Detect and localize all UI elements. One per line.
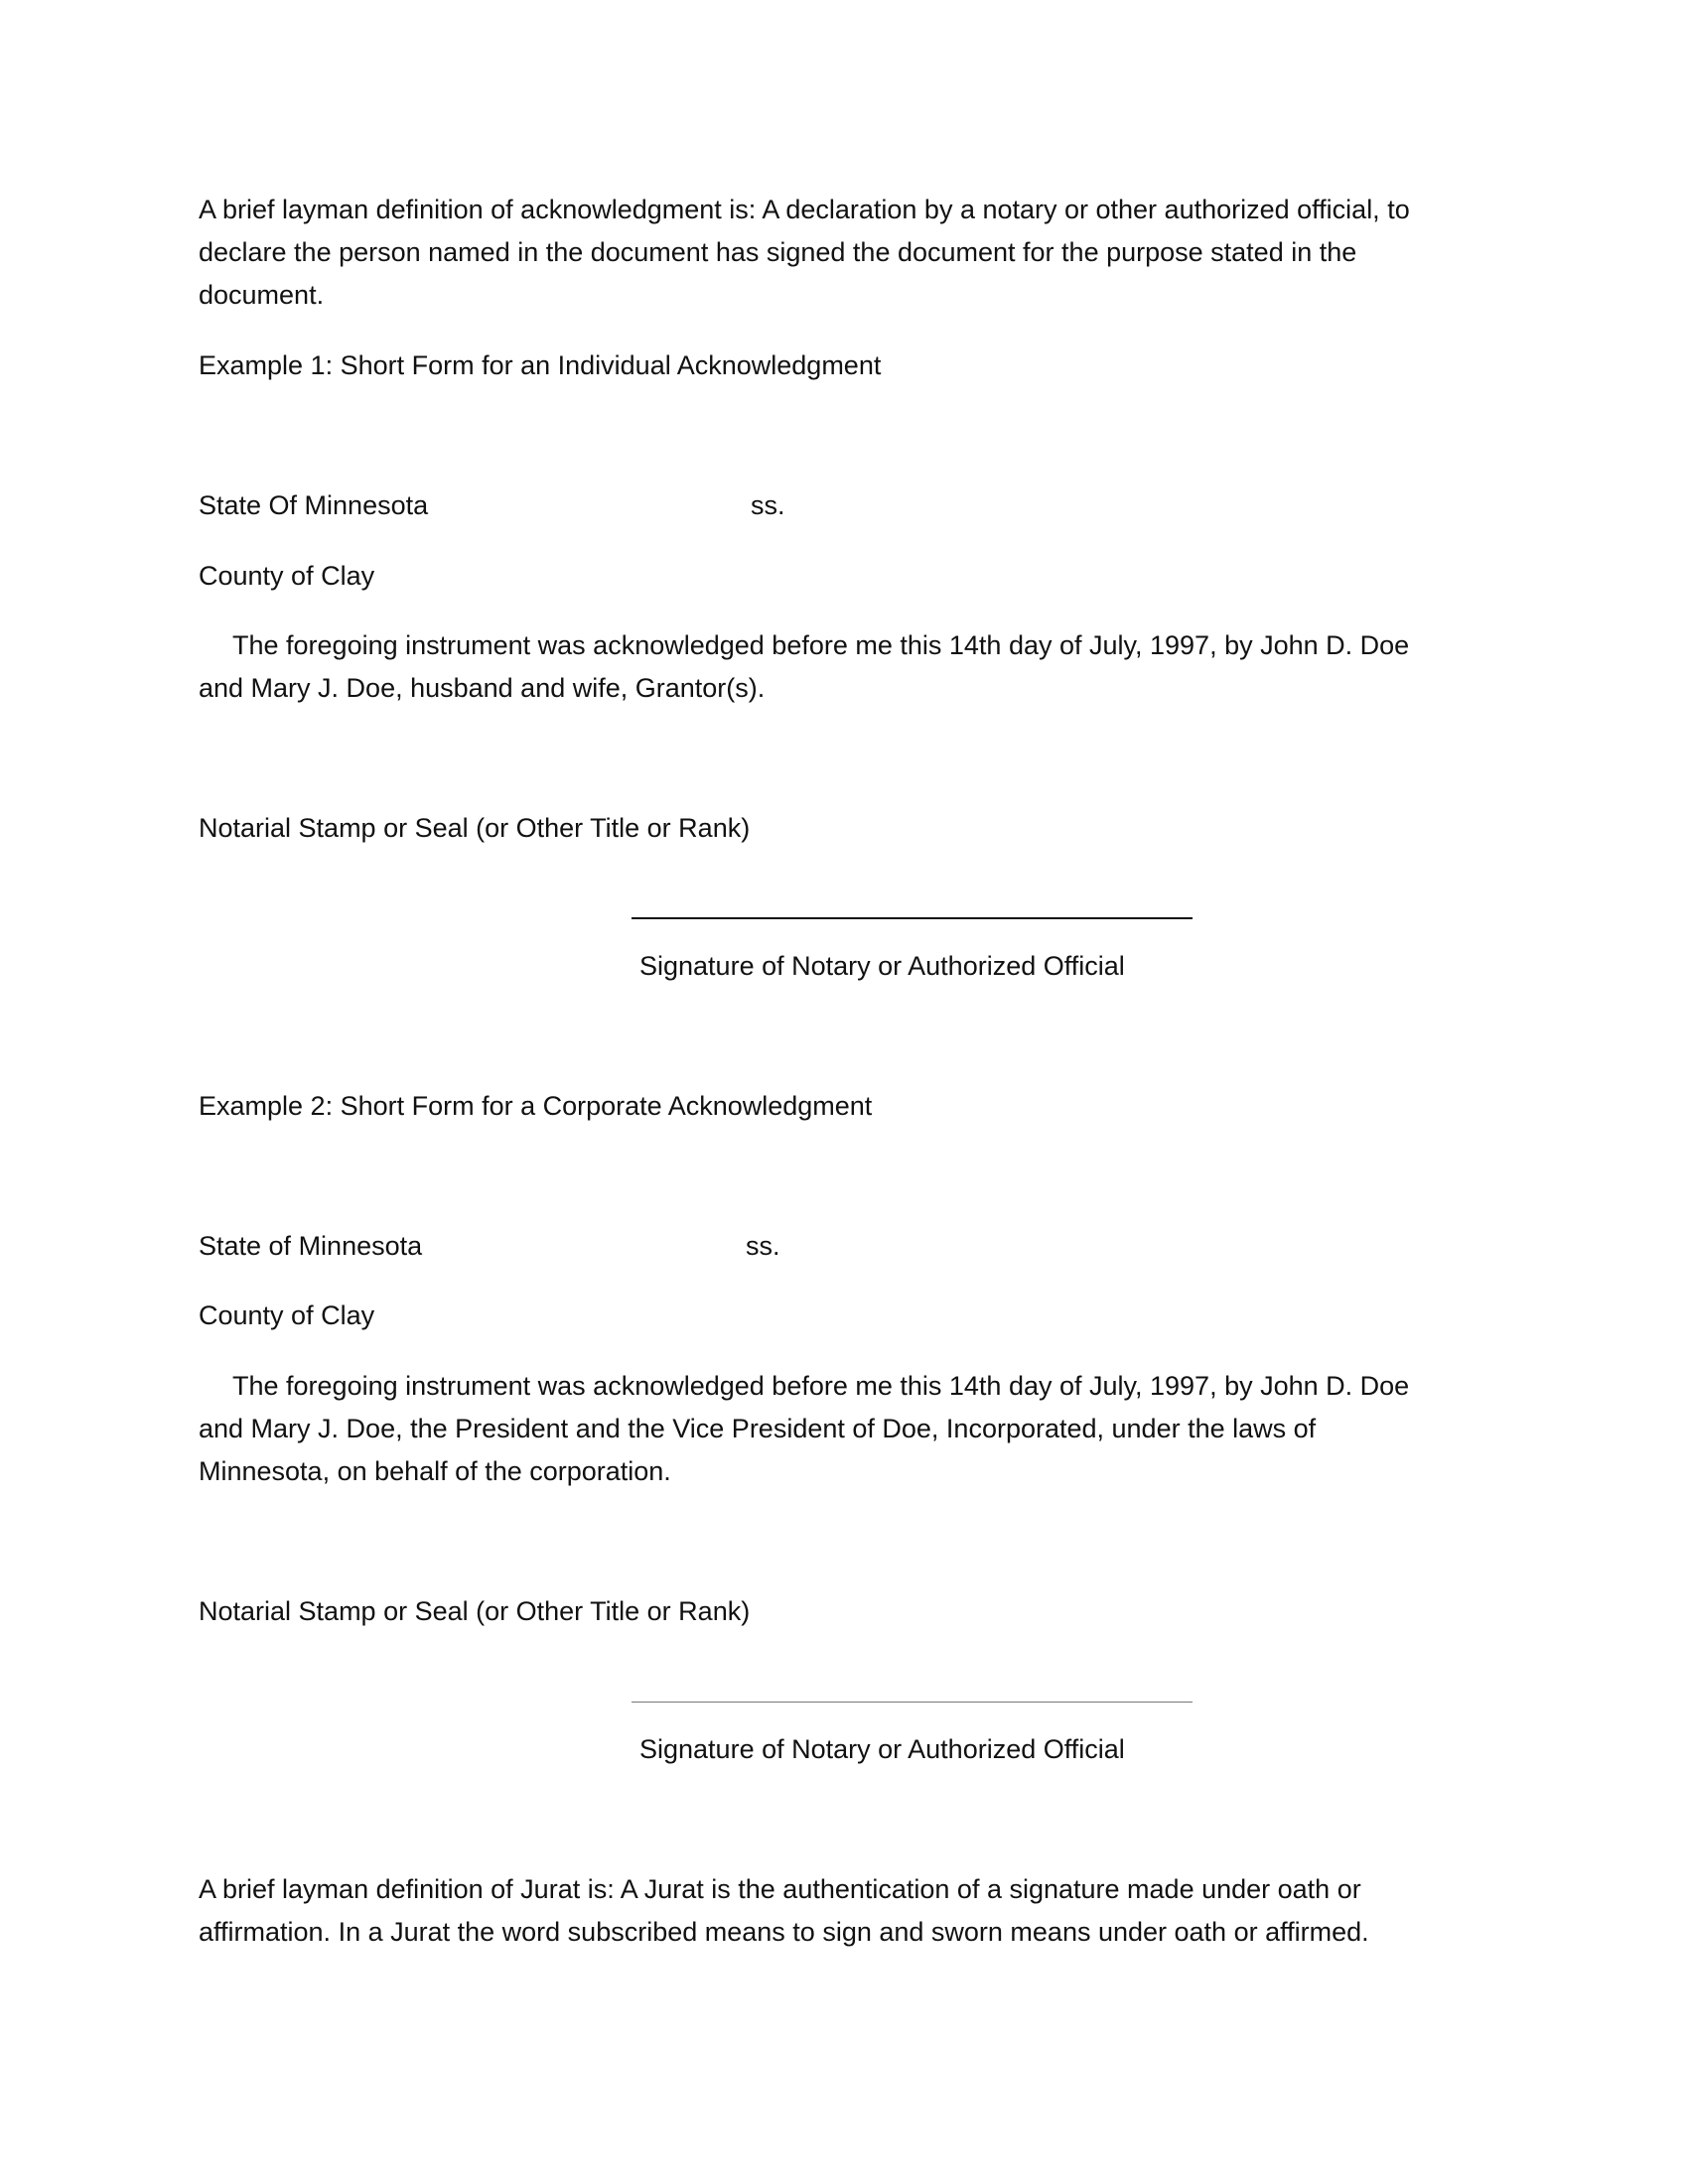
example-1-county: County of Clay bbox=[199, 561, 375, 591]
intro-line-3: document. bbox=[199, 280, 325, 310]
example-1-signature-line bbox=[632, 917, 1193, 919]
example-2-seal-label: Notarial Stamp or Seal (or Other Title or Rank) bbox=[199, 1596, 751, 1626]
jurat-line-2: affirmation. In a Jurat the word subscribed means to sign and sworn means under oath or affirmed. bbox=[199, 1917, 1369, 1947]
example-1-seal-label: Notarial Stamp or Seal (or Other Title or Rank) bbox=[199, 813, 751, 843]
example-2-body-line-1: The foregoing instrument was acknowledged before me this 14th day of July, 1997, by John D. Doe bbox=[232, 1371, 1410, 1401]
example-2-heading: Example 2: Short Form for a Corporate Acknowledgment bbox=[199, 1091, 873, 1121]
example-1-state: State Of Minnesota bbox=[199, 490, 429, 520]
example-2-body-line-2: and Mary J. Doe, the President and the Vice President of Doe, Incorporated, under the laws of bbox=[199, 1414, 1317, 1443]
example-2-ss: ss. bbox=[746, 1231, 780, 1261]
intro-line-1: A brief layman definition of acknowledgment is: A declaration by a notary or other authorized official, to bbox=[199, 195, 1410, 224]
example-2-signature-label: Signature of Notary or Authorized Official bbox=[639, 1734, 1125, 1764]
jurat-line-1: A brief layman definition of Jurat is: A Jurat is the authentication of a signature made under oath or bbox=[199, 1874, 1361, 1904]
example-1-ss: ss. bbox=[751, 490, 785, 520]
example-2-signature-line bbox=[632, 1702, 1193, 1703]
example-2-state: State of Minnesota bbox=[199, 1231, 423, 1261]
example-1-body-line-2: and Mary J. Doe, husband and wife, Grantor(s). bbox=[199, 673, 766, 703]
example-1-heading: Example 1: Short Form for an Individual Acknowledgment bbox=[199, 350, 882, 380]
intro-line-2: declare the person named in the document has signed the document for the purpose stated in the bbox=[199, 237, 1357, 267]
example-1-body-line-1: The foregoing instrument was acknowledged before me this 14th day of July, 1997, by John D. Doe bbox=[232, 630, 1410, 660]
example-1-signature-label: Signature of Notary or Authorized Official bbox=[639, 951, 1125, 981]
example-2-county: County of Clay bbox=[199, 1300, 375, 1330]
example-2-body-line-3: Minnesota, on behalf of the corporation. bbox=[199, 1456, 671, 1486]
